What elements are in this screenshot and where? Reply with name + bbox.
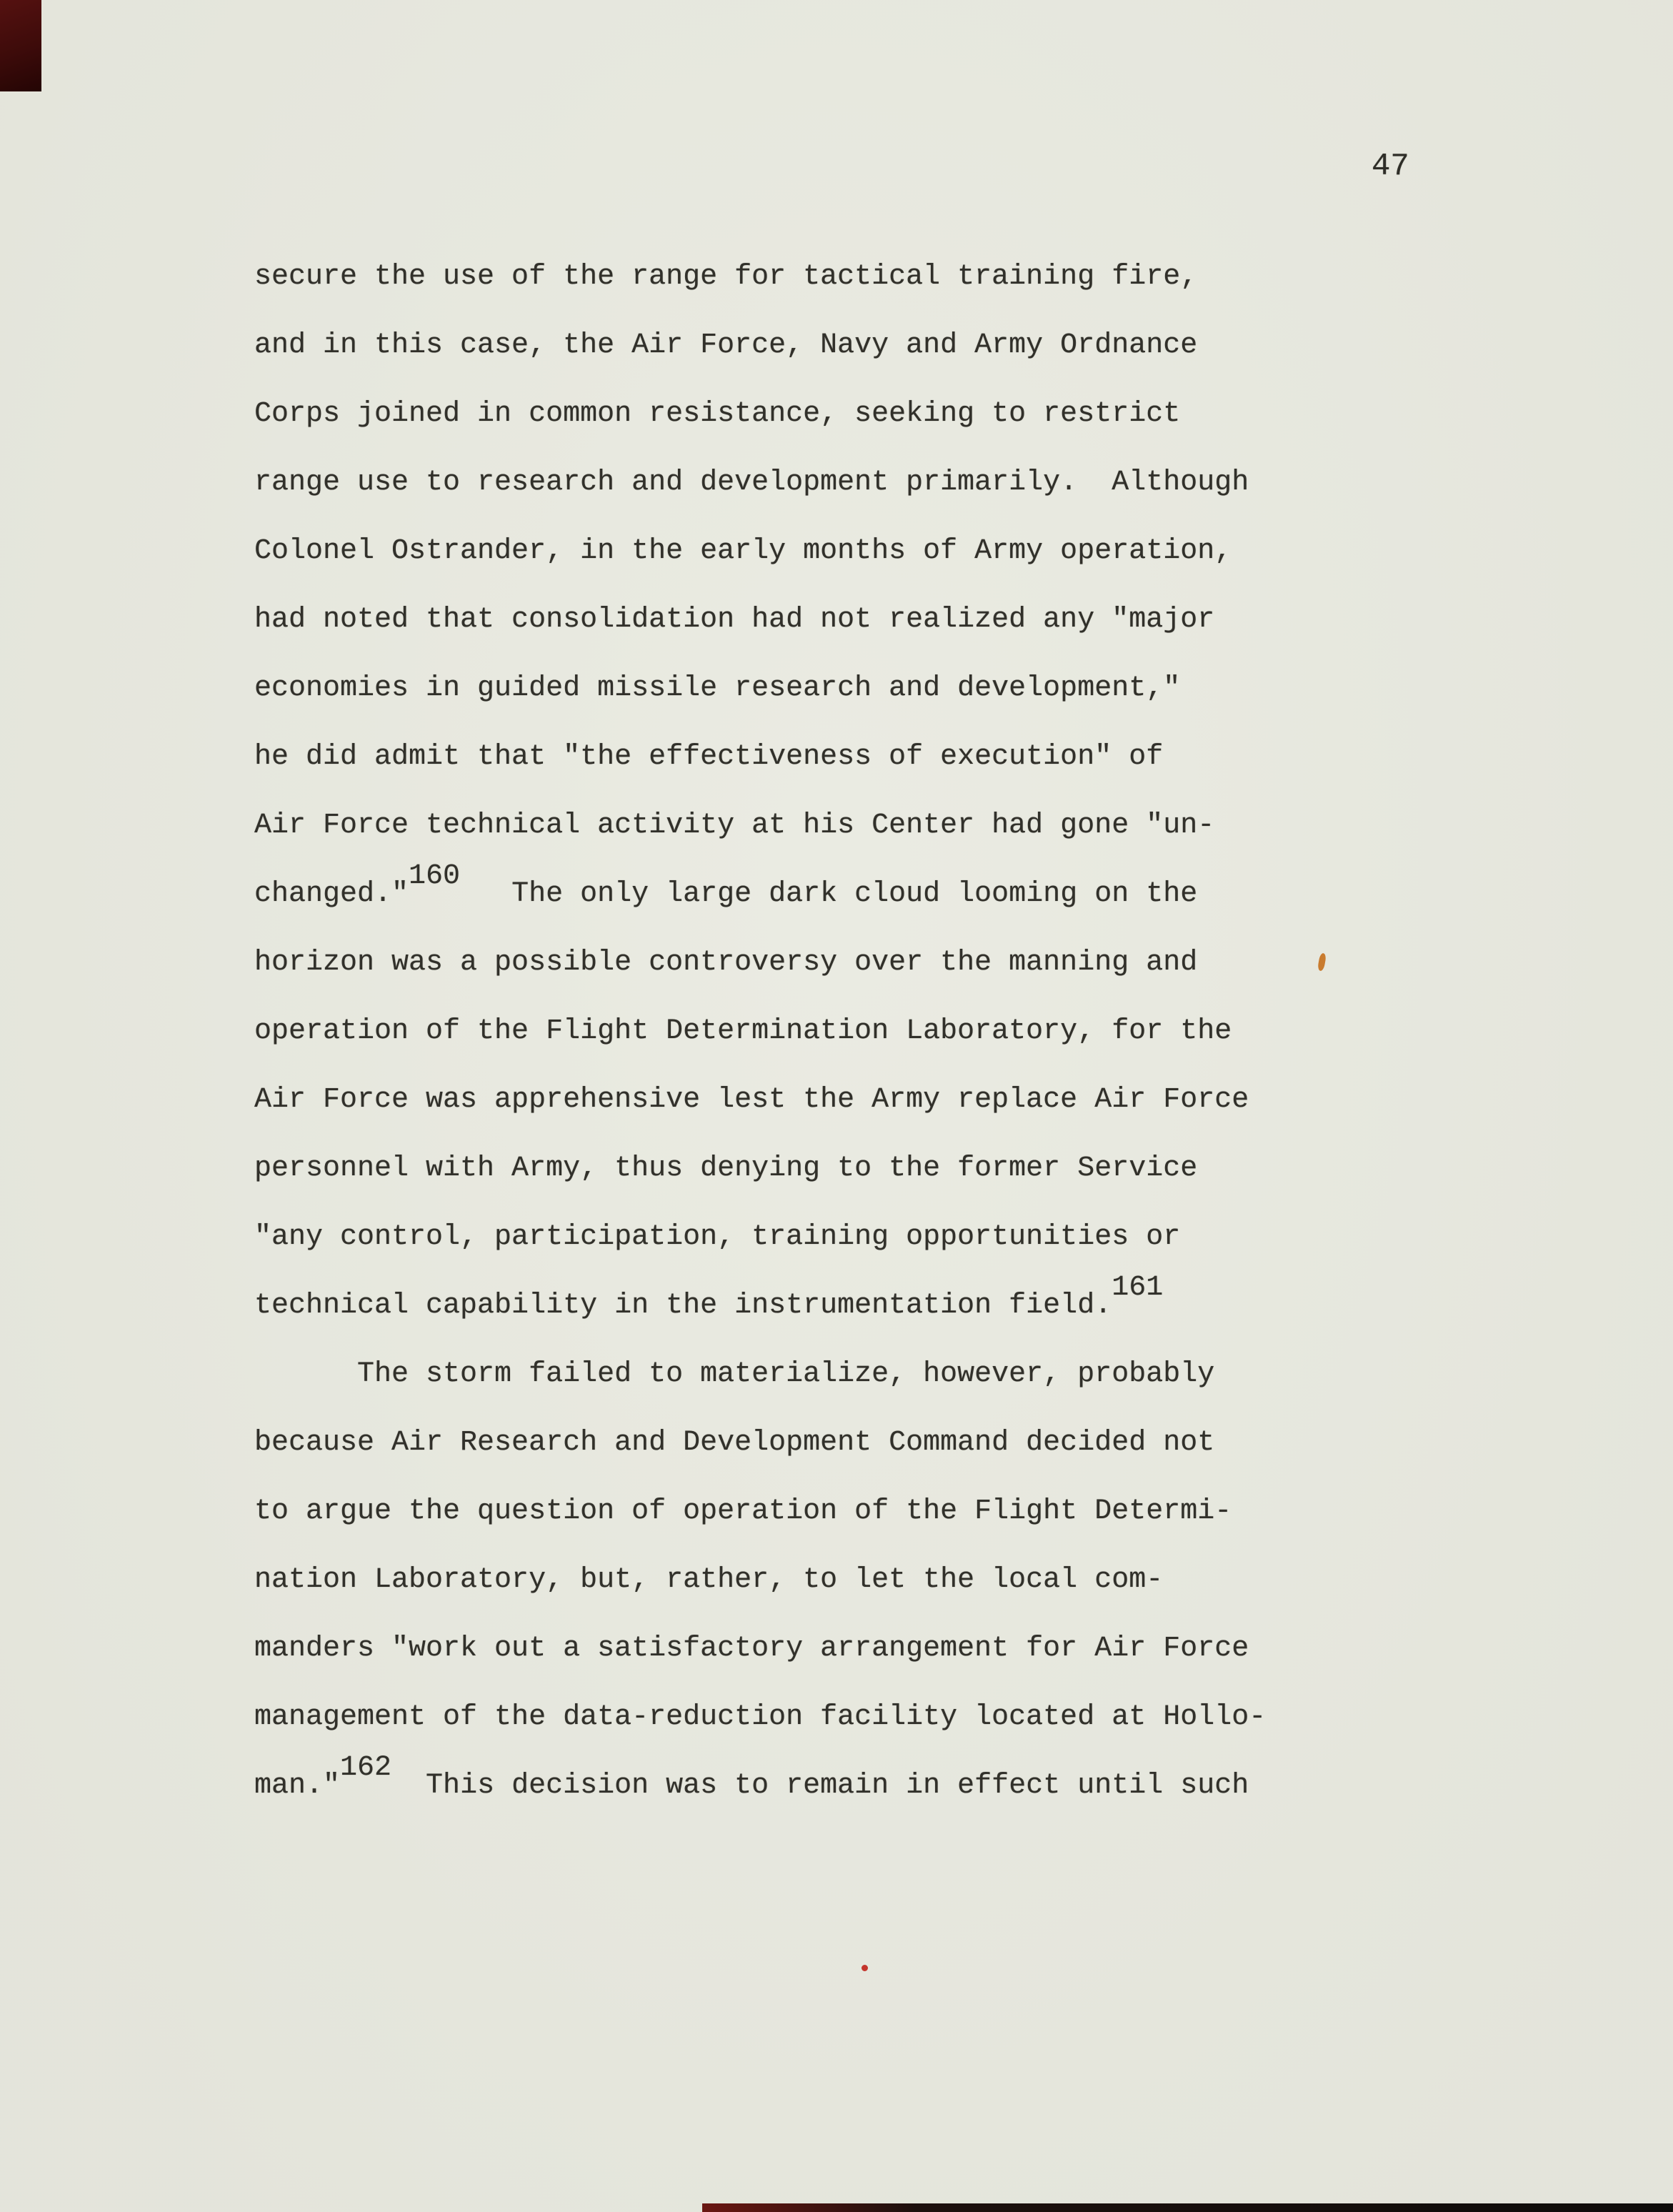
text-line <box>254 1135 1433 1203</box>
text-line <box>254 860 1433 929</box>
text-segment: Air Force was apprehensive lest the Army replace Air Force <box>254 1084 1249 1116</box>
text-segment: The storm failed to materialize, however, probably <box>254 1358 1215 1390</box>
text-segment: "any control, participation, training opportunities or <box>254 1221 1181 1253</box>
text-segment: manders "work out a satisfactory arrangement for Air Force <box>254 1633 1249 1665</box>
text-block <box>254 243 1433 1820</box>
text-line <box>254 997 1433 1066</box>
text-segment: technical capability in the instrumentation field. <box>254 1290 1112 1322</box>
text-segment: he did admit that "the effectiveness of execution" of <box>254 741 1164 773</box>
text-segment: Air Force technical activity at his Center had gone "un- <box>254 809 1215 842</box>
text-segment: changed." <box>254 878 409 910</box>
text-line <box>254 654 1433 723</box>
page-number: 47 <box>1372 149 1409 184</box>
text-line <box>254 449 1433 517</box>
text-line <box>254 1615 1433 1683</box>
text-line <box>254 1409 1433 1478</box>
footnote-reference: 160 <box>409 860 461 893</box>
text-line <box>254 1340 1433 1409</box>
text-line <box>254 1683 1433 1752</box>
text-line <box>254 1203 1433 1272</box>
text-line <box>254 312 1433 380</box>
text-segment: operation of the Flight Determination Laboratory, for the <box>254 1015 1232 1047</box>
scan-artifact-bottom-edge <box>702 2203 1673 2212</box>
text-segment: man." <box>254 1770 341 1802</box>
text-segment: economies in guided missile research and development," <box>254 672 1181 704</box>
text-segment: nation Laboratory, but, rather, to let the local com- <box>254 1564 1164 1596</box>
text-line <box>254 586 1433 654</box>
text-line <box>254 243 1433 312</box>
text-line <box>254 723 1433 792</box>
text-line <box>254 1272 1433 1340</box>
text-segment: had noted that consolidation had not realized any "major <box>254 604 1215 636</box>
text-segment: The only large dark cloud looming on the <box>460 878 1198 910</box>
text-line <box>254 1066 1433 1135</box>
text-segment: horizon was a possible controversy over the manning and <box>254 947 1198 979</box>
text-segment: and in this case, the Air Force, Navy and Army Ordnance <box>254 329 1198 362</box>
text-segment: Colonel Ostrander, in the early months of Army operation, <box>254 535 1232 567</box>
text-line <box>254 380 1433 449</box>
text-segment: personnel with Army, thus denying to the former Service <box>254 1152 1198 1185</box>
text-line <box>254 1546 1433 1615</box>
footnote-reference: 161 <box>1112 1272 1164 1305</box>
scan-artifact-top-left <box>0 0 41 91</box>
text-segment: range use to research and development primarily. Although <box>254 467 1249 499</box>
text-line <box>254 792 1433 860</box>
text-segment: secure the use of the range for tactical training fire, <box>254 261 1198 293</box>
text-line <box>254 929 1433 997</box>
text-segment: Corps joined in common resistance, seeking to restrict <box>254 398 1181 430</box>
footnote-reference: 162 <box>340 1752 392 1785</box>
text-segment: to argue the question of operation of the Flight Determi- <box>254 1495 1232 1528</box>
scan-artifact-dot <box>862 1965 868 1971</box>
text-segment: This decision was to remain in effect until such <box>391 1770 1249 1802</box>
text-line <box>254 1478 1433 1546</box>
text-segment: because Air Research and Development Command decided not <box>254 1427 1215 1459</box>
text-line <box>254 1752 1433 1820</box>
text-line <box>254 517 1433 586</box>
text-segment: management of the data-reduction facility located at Hollo- <box>254 1701 1267 1733</box>
